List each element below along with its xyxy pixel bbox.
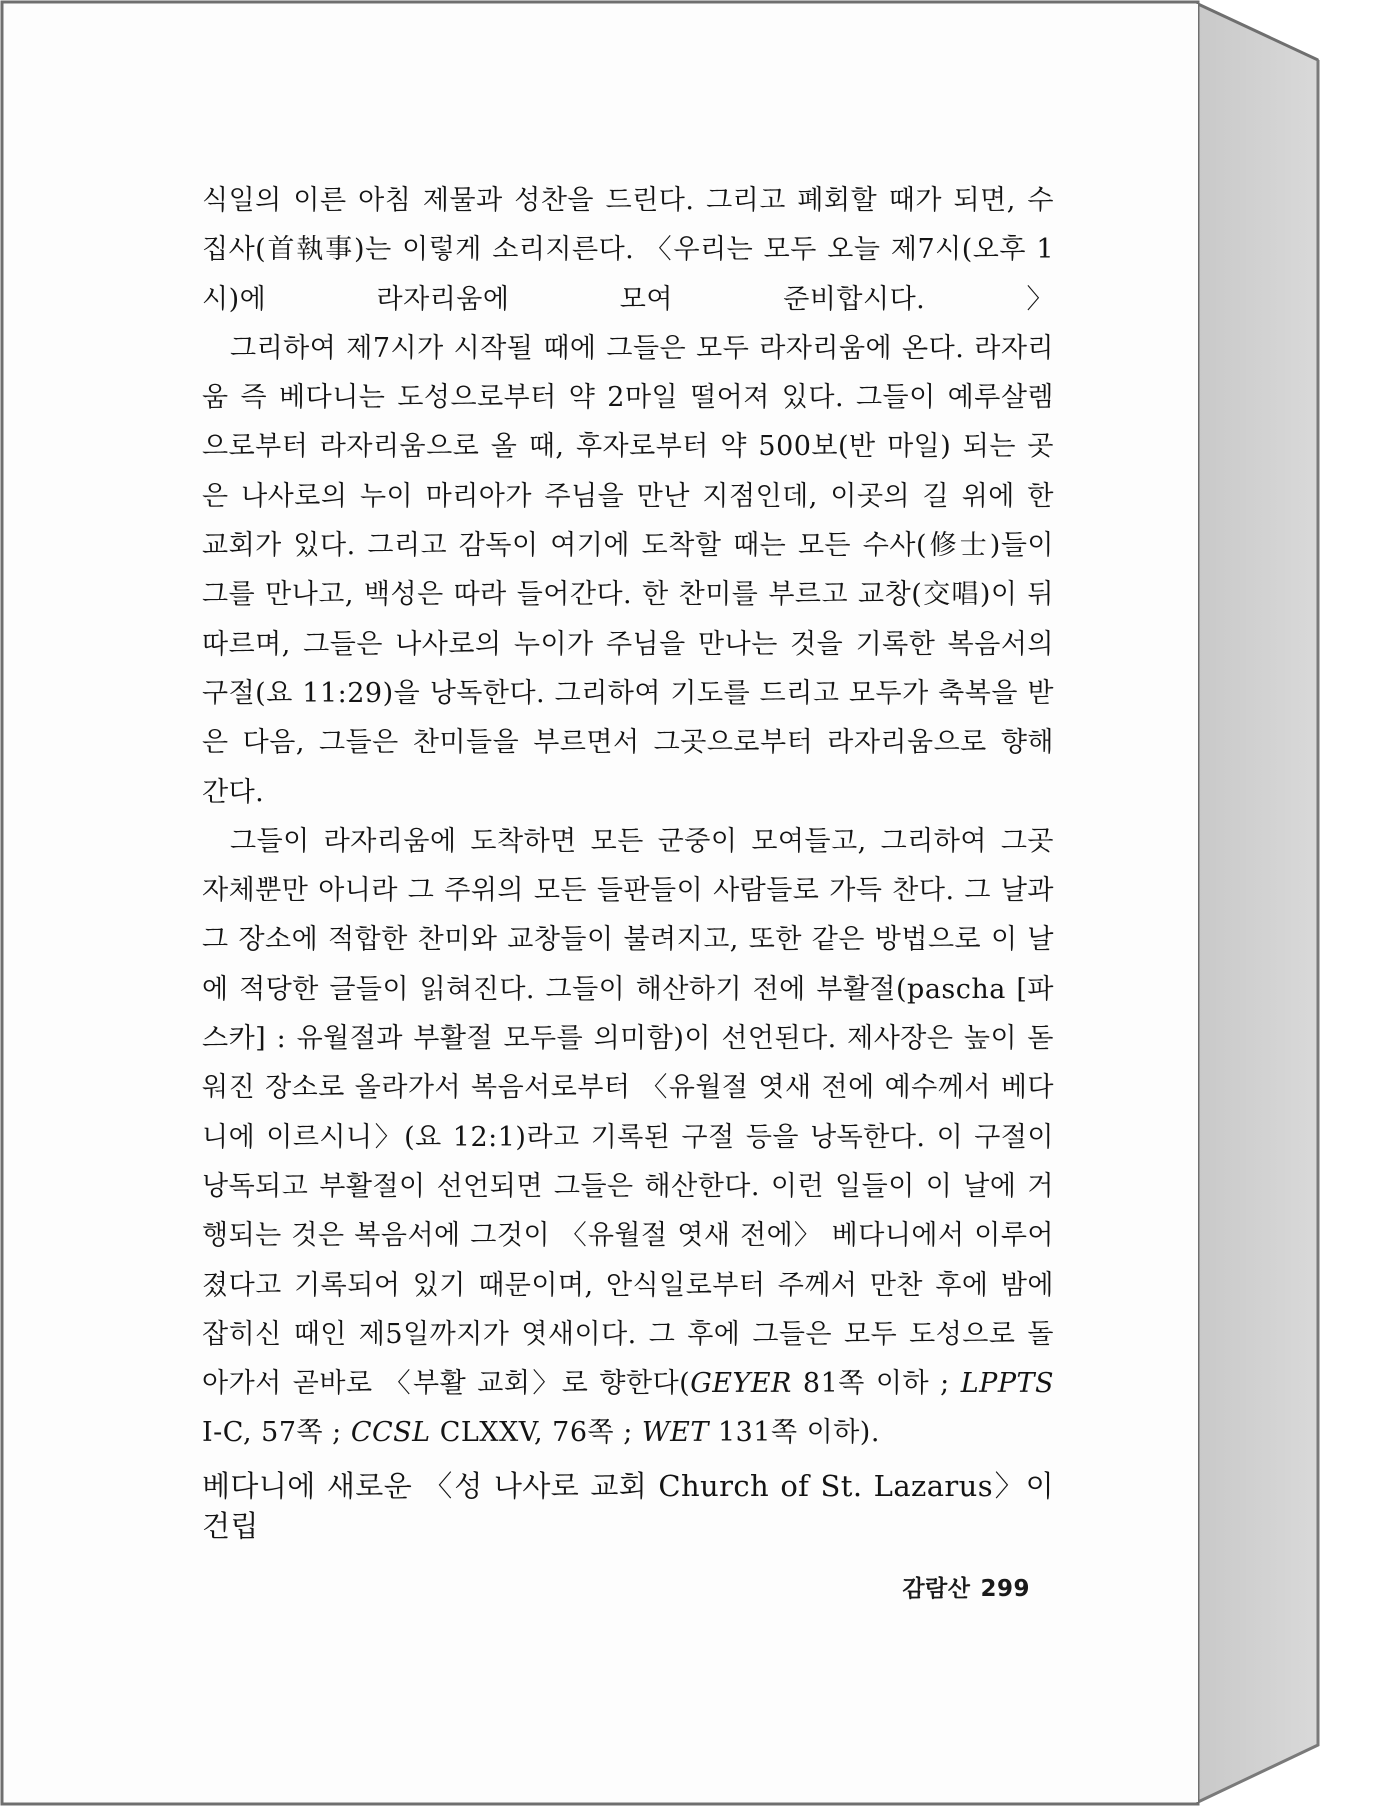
paragraph-3 xyxy=(202,817,1054,1458)
citation-ccsl: CCSL xyxy=(350,1417,431,1449)
citation-wet-ref: 131쪽 이하). xyxy=(708,1417,880,1449)
body-text xyxy=(202,176,1054,1458)
paragraph-3-text: 그들이 라자리움에 도착하면 모든 군중이 모여들고, 그리하여 그곳 자체뿐만 아니라 그 주위의 모든 들판들이 사람들로 가득 찬다. 그 날과 그 장소에 적합한 찬미와 교창들이 불려지고, 또한 같은 방법으로 이 날에 적당한 글들이 읽혀진다. 그들이 해산하기 전에 부활절(pascha [파스카] : 유월절과 부활절 모두를 의미함)이 선언된다. 제사장은 높이 돋워진 장소로 올라가서 복음서로부터 〈유월절 엿새 전에 예수께서 베다니에 이르시니〉(요 12:1)라고 기록된 구절 등을 낭독한다. 이 구절이 낭독되고 부활절이 선언되면 그들은 해산한다. 이런 일들이 이 날에 거행되는 것은 복음서에 그것이 〈유월절 엿새 전에〉 베다니에서 이루어졌다고 기록되어 있기 때문이며, 안식일로부터 주께서 만찬 후에 밤에 잡히신 때인 제5일까지가 엿새이다. 그 후에 그들은 모두 도성으로 돌아가서 곧바로 〈부활 교회〉로 향한다( xyxy=(202,825,1054,1400)
citation-lppts-ref: I-C, 57쪽 ; xyxy=(202,1417,351,1449)
citation-geyer-ref: 81쪽 이하 ; xyxy=(791,1368,961,1400)
paragraph-2: 그리하여 제7시가 시작될 때에 그들은 모두 라자리움에 온다. 라자리움 즉 베다니는 도성으로부터 약 2마일 떨어져 있다. 그들이 예루살렘으로부터 라자리움으로 올 때, 후자로부터 약 500보(반 마일) 되는 곳은 나사로의 누이 마리아가 주님을 만난 지점인데, 이곳의 길 위에 한 교회가 있다. 그리고 감독이 여기에 도착할 때는 모든 수사(修士)들이 그를 만나고, 백성은 따라 들어간다. 한 찬미를 부르고 교창(交唱)이 뒤따르며, 그들은 나사로의 누이가 주님을 만나는 것을 기록한 복음서의 구절(요 11:29)을 낭독한다. 그리하여 기도를 드리고 모두가 축복을 받은 다음, 그들은 찬미들을 부르면서 그곳으로부터 라자리움으로 향해 간다. xyxy=(202,332,1054,808)
page-footer xyxy=(900,1570,1030,1603)
paragraph-1: 식일의 이른 아침 제물과 성찬을 드린다. 그리고 폐회할 때가 되면, 수집사(首執事)는 이렇게 소리지른다. 〈우리는 모두 오늘 제7시(오후 1시)에 라자리움에 모여 준비합시다.〉 xyxy=(202,185,1054,315)
citation-ccsl-ref: CLXXV, 76쪽 ; xyxy=(430,1417,642,1449)
citation-geyer: GEYER xyxy=(690,1368,792,1400)
running-head: 감람산 xyxy=(902,1576,971,1602)
citation-lppts: LPPTS xyxy=(960,1368,1054,1400)
page-number: 299 xyxy=(980,1576,1030,1602)
citation-wet: WET xyxy=(641,1417,709,1449)
section-heading: 베다니에 새로운 〈성 나사로 교회 Church of St. Lazarus〉이 건립 xyxy=(202,1469,1054,1543)
